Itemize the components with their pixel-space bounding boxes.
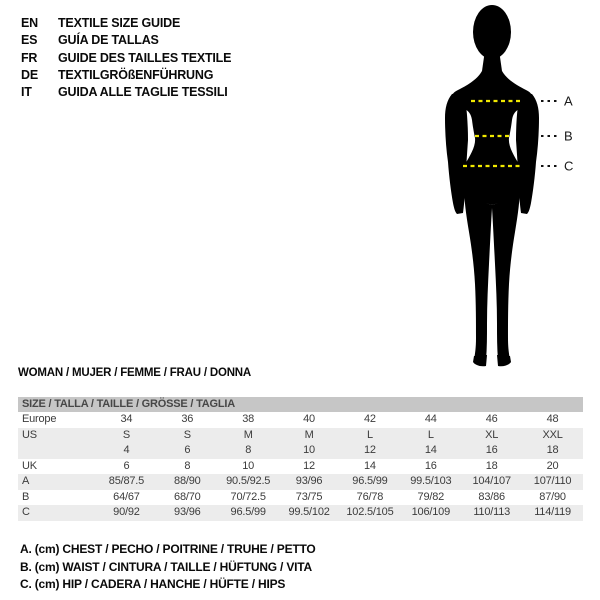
size-cell: 73/75 bbox=[295, 490, 323, 503]
size-cell: 18 bbox=[485, 459, 498, 472]
size-cell: 110/113 bbox=[461, 505, 522, 521]
woman-silhouette-icon bbox=[445, 5, 539, 366]
size-table-body bbox=[18, 412, 583, 521]
size-cell: 76/78 bbox=[356, 490, 384, 503]
size-cell: 83/86 bbox=[478, 490, 505, 503]
measurement-legend bbox=[20, 541, 316, 594]
size-cell: 96.5/99 bbox=[340, 474, 401, 490]
size-cell: 16 bbox=[424, 459, 437, 472]
size-cell: 104/107 bbox=[461, 474, 522, 490]
silhouette-left-leg bbox=[464, 184, 492, 360]
row-label: UK bbox=[22, 459, 37, 472]
size-figure bbox=[430, 0, 600, 380]
table-row bbox=[18, 412, 583, 428]
marker-labels bbox=[564, 94, 573, 174]
language-code: DE bbox=[21, 67, 38, 82]
table-row bbox=[18, 505, 583, 521]
size-cell: 99.5/102 bbox=[279, 505, 340, 521]
size-cell: 114/119 bbox=[522, 505, 583, 521]
size-cell: 87/90 bbox=[539, 490, 566, 503]
table-row bbox=[18, 474, 583, 490]
size-cell: 14 bbox=[364, 459, 376, 472]
size-cell: M bbox=[279, 428, 340, 444]
legend-line: C. (cm) HIP / CADERA / HANCHE / HÜFTE / HIPS bbox=[20, 577, 286, 591]
size-cell: 64/67 bbox=[113, 490, 140, 503]
marker-label-c: C bbox=[564, 158, 574, 174]
size-cell: 6 bbox=[123, 459, 130, 472]
size-cell: 46 bbox=[485, 413, 498, 425]
language-code: EN bbox=[21, 16, 38, 30]
language-label: GUÍA DE TALLAS bbox=[58, 33, 159, 48]
size-table bbox=[18, 397, 583, 521]
size-cell: 40 bbox=[303, 413, 315, 425]
table-row bbox=[18, 443, 583, 459]
size-cell: 102.5/105 bbox=[340, 505, 401, 521]
size-cell: 79/82 bbox=[417, 490, 445, 503]
size-cell: 48 bbox=[546, 413, 559, 425]
marker-label-b: B bbox=[564, 128, 573, 144]
size-cell: 88/90 bbox=[157, 474, 218, 490]
language-label: TEXTILE SIZE GUIDE bbox=[58, 16, 181, 30]
size-cell: 10 bbox=[279, 443, 340, 459]
language-row bbox=[21, 67, 231, 84]
size-cell: 44 bbox=[424, 413, 437, 425]
size-cell: L bbox=[400, 428, 461, 444]
size-cell: 85/87.5 bbox=[96, 474, 157, 490]
size-cell: 90/92 bbox=[96, 505, 157, 521]
size-cell: M bbox=[218, 428, 279, 444]
size-cell: 70/72.5 bbox=[230, 490, 266, 503]
size-cell: 4 bbox=[96, 443, 157, 459]
table-header-label: SIZE / TALLA / TAILLE / GRÖSSE / TAGLIA bbox=[18, 397, 583, 412]
size-cell: L bbox=[340, 428, 401, 444]
size-cell: 12 bbox=[303, 459, 315, 472]
table-title: WOMAN / MUJER / FEMME / FRAU / DONNA bbox=[18, 367, 252, 379]
language-row bbox=[21, 50, 231, 67]
silhouette-left-foot bbox=[473, 355, 487, 366]
size-cell: 18 bbox=[522, 443, 583, 459]
size-cell: 16 bbox=[461, 443, 522, 459]
size-cell: 6 bbox=[157, 443, 218, 459]
size-cell: 14 bbox=[400, 443, 461, 459]
language-row bbox=[21, 84, 231, 101]
size-cell: 34 bbox=[120, 413, 133, 425]
size-cell: 68/70 bbox=[174, 490, 201, 503]
legend-line: A. (cm) CHEST / PECHO / POITRINE / TRUHE / PETTO bbox=[20, 542, 316, 556]
size-cell: 8 bbox=[218, 443, 279, 459]
size-cell: 8 bbox=[184, 459, 191, 472]
size-cell: S bbox=[96, 428, 157, 444]
size-cell: 107/110 bbox=[522, 474, 583, 490]
size-cell: 20 bbox=[546, 459, 559, 472]
language-row bbox=[21, 32, 231, 49]
table-row bbox=[18, 428, 583, 444]
row-label bbox=[18, 443, 96, 459]
language-code: FR bbox=[21, 50, 38, 65]
table-row bbox=[18, 490, 583, 506]
size-cell: 38 bbox=[242, 413, 255, 425]
size-cell: 36 bbox=[181, 413, 194, 425]
size-cell: 12 bbox=[340, 443, 401, 459]
language-label: GUIDE DES TAILLES TEXTILE bbox=[58, 50, 232, 65]
language-row bbox=[21, 15, 231, 32]
language-code: IT bbox=[21, 85, 32, 100]
row-label: Europe bbox=[22, 413, 57, 425]
marker-label-a: A bbox=[564, 93, 573, 109]
size-cell: 90.5/92.5 bbox=[218, 474, 279, 490]
row-label: B bbox=[22, 490, 30, 503]
language-code: ES bbox=[21, 33, 38, 48]
silhouette-right-foot bbox=[497, 355, 511, 366]
row-label: US bbox=[18, 428, 96, 444]
table-row bbox=[18, 459, 583, 475]
size-cell: 106/109 bbox=[400, 505, 461, 521]
size-cell: 96.5/99 bbox=[218, 505, 279, 521]
size-cell: 10 bbox=[242, 459, 255, 472]
row-label: A bbox=[18, 474, 96, 490]
language-title-block bbox=[21, 15, 231, 101]
language-label: GUIDA ALLE TAGLIE TESSILI bbox=[58, 85, 228, 100]
row-label: C bbox=[18, 505, 96, 521]
silhouette-right-leg bbox=[492, 184, 520, 360]
table-header-row bbox=[18, 397, 583, 412]
size-cell: 99.5/103 bbox=[400, 474, 461, 490]
size-cell: XXL bbox=[522, 428, 583, 444]
size-cell: XL bbox=[461, 428, 522, 444]
language-label: TEXTILGRÖßENFÜHRUNG bbox=[58, 67, 214, 82]
leader-lines bbox=[541, 101, 559, 166]
size-cell: 93/96 bbox=[157, 505, 218, 521]
size-cell: 93/96 bbox=[279, 474, 340, 490]
legend-line: B. (cm) WAIST / CINTURA / TAILLE / HÜFTUNG / VITA bbox=[20, 559, 312, 574]
size-cell: 42 bbox=[364, 413, 376, 425]
size-cell: S bbox=[157, 428, 218, 444]
